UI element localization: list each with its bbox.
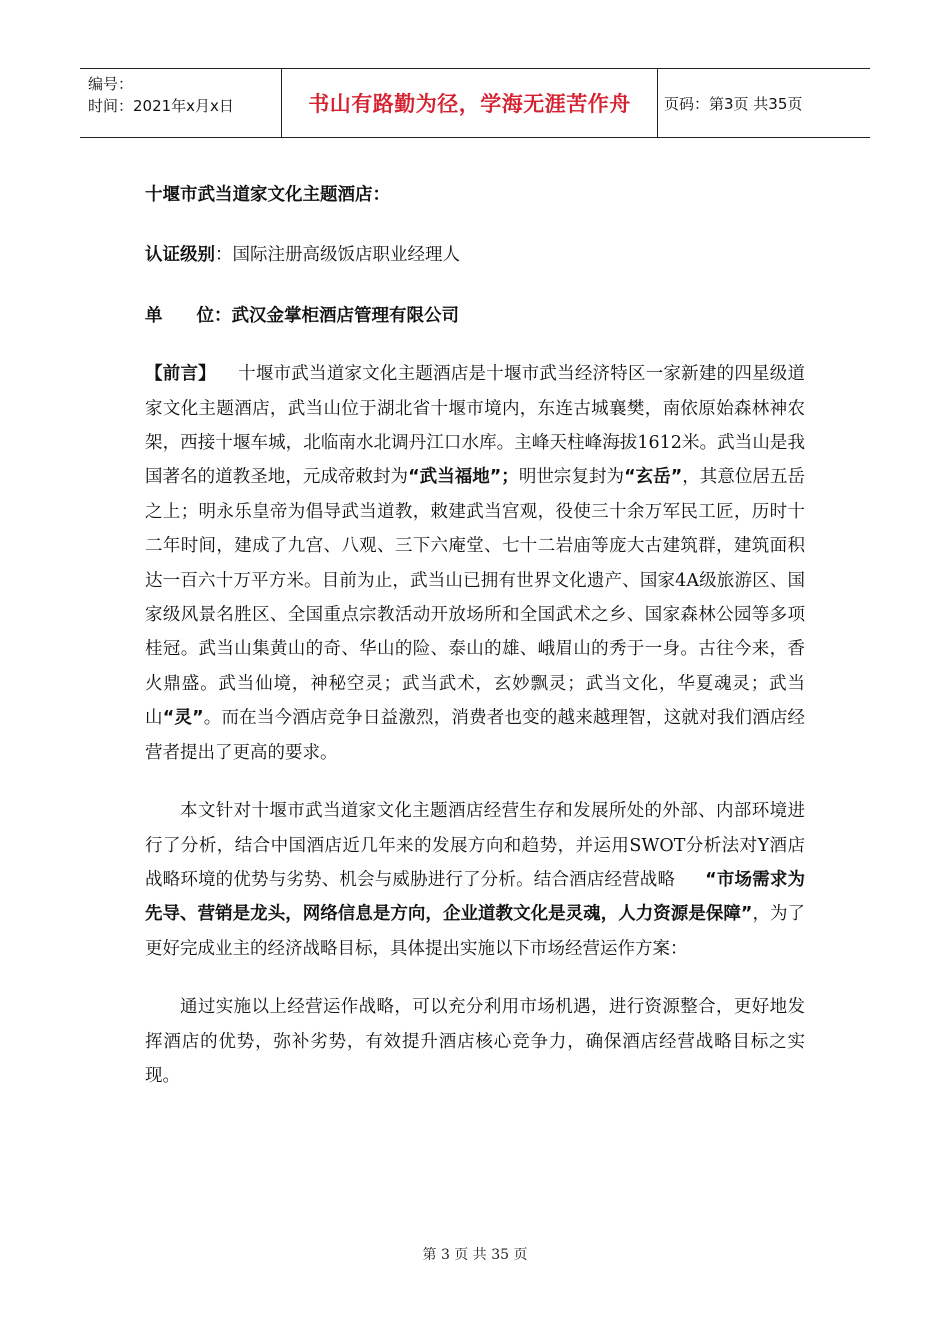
preface-text-a: 十堰市武当道家文化主题酒店是十堰市武当经济特区一家新建的四星级道家文化主题酒店，武当山位于湖北省十堰市境内，东连古城襄樊，南依原始森林神农架，西接十堰车城，北临南水北调丹江口水库。主峰天柱峰海拔1612米。武当山是我国著名的道教圣地，元成帝敕封为 <box>145 364 805 488</box>
quote-xuanyue: “玄岳” <box>624 467 683 488</box>
unit-label-a: 单 <box>145 305 163 326</box>
quote-ling: “灵” <box>162 708 204 729</box>
cert-label: 认证级别 <box>145 245 215 266</box>
preface-label: 【前言】 <box>145 364 216 385</box>
analysis-text-a: 本文针对十堰市武当道家文化主题酒店经营生存和发展所处的外部、内部环境进行了分析，结合中国酒店近几年来的发展方向和趋势，并运用SWOT分析法对Y酒店战略环境的优势与劣势、机会与威胁进行了分析。结合酒店经营战略 <box>145 801 805 890</box>
document-body <box>145 178 805 1093</box>
preface-text-c: ，其意位居五岳之上；明永乐皇帝为倡导武当道教，敕建武当宫观，役使三十余万军民工匠，历时十二年时间，建成了九宫、八观、三下六庵堂、七十二岩庙等庞大古建筑群，建筑面积达一百六十万平方米。目前为止，武当山已拥有世界文化遗产、国家4A级旅游区、国家级风景名胜区、全国重点宗教活动开放场所和全国武术之乡、国家森林公园等多项桂冠。武当山集黄山的奇、华山的险、泰山的雄、峨眉山的秀于一身。古往今来，香火鼎盛。武当仙境，神秘空灵；武当武术，玄妙飘灵；武当文化，华夏魂灵；武当山 <box>145 467 805 729</box>
document-title: 十堰市武当道家文化主题酒店： <box>145 185 390 205</box>
cert-value: ：国际注册高级饭店职业经理人 <box>215 245 460 266</box>
unit-line <box>145 299 805 333</box>
header-page-info: 页码：第3页 共35页 <box>664 94 803 113</box>
cert-line <box>145 238 805 272</box>
time-label: 时间：2021年x月x日 <box>88 97 234 115</box>
header-meta <box>80 69 282 137</box>
quote-wudang-fudi: “武当福地”； <box>408 467 519 488</box>
header-motto: 书山有路勤为径，学海无涯苦作舟 <box>282 69 658 137</box>
preface-text-d: 。而在当今酒店竞争日益激烈，消费者也变的越来越理智，这就对我们酒店经营者提出了更高的要求。 <box>145 708 806 763</box>
analysis-text-b: ，为了更好完成业主的经济战略目标，具体提出实施以下市场经营运作方案： <box>145 904 806 959</box>
page-footer: 第 3 页 共 35 页 <box>422 1247 528 1263</box>
preface-text-b: 明世宗复封为 <box>518 467 625 488</box>
analysis-paragraph <box>145 794 805 966</box>
preface-paragraph <box>145 357 805 770</box>
unit-label-b: 位：武汉金掌柜酒店管理有限公司 <box>196 305 459 326</box>
conclusion-paragraph: 通过实施以上经营运作战略，可以充分利用市场机遇，进行资源整合，更好地发挥酒店的优势，弥补劣势，有效提升酒店核心竞争力，确保酒店经营战略目标之实现。 <box>145 997 805 1086</box>
page-header <box>80 68 870 138</box>
strategy-quote: “市场需求为先导、营销是龙头，网络信息是方向，企业道教文化是灵魂，人力资源是保障” <box>145 869 805 925</box>
number-label: 编号： <box>88 75 134 93</box>
